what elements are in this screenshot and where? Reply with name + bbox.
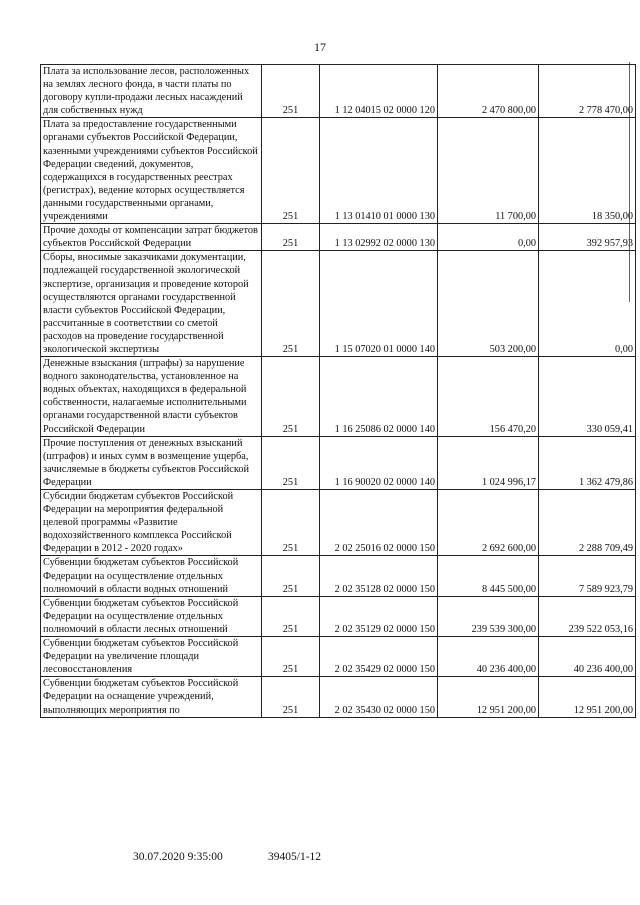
table-row bbox=[41, 251, 636, 357]
row-admin-code: 251 bbox=[262, 65, 320, 118]
row-actual-amount: 18 350,00 bbox=[539, 118, 636, 224]
row-planned-amount: 2 692 600,00 bbox=[438, 490, 539, 556]
row-actual-amount: 2 778 470,00 bbox=[539, 65, 636, 118]
row-admin-code: 251 bbox=[262, 436, 320, 489]
table-row bbox=[41, 637, 636, 677]
table-row bbox=[41, 596, 636, 636]
row-actual-amount: 0,00 bbox=[539, 251, 636, 357]
row-admin-code: 251 bbox=[262, 490, 320, 556]
table-row bbox=[41, 556, 636, 596]
row-kbk: 2 02 35129 02 0000 150 bbox=[320, 596, 438, 636]
row-name: Прочие поступления от денежных взысканий (штрафов) и иных сумм в возмещение ущерба, зачисляемые в бюджеты субъектов Российской Федерации bbox=[41, 436, 262, 489]
row-kbk: 2 02 35128 02 0000 150 bbox=[320, 556, 438, 596]
row-admin-code: 251 bbox=[262, 596, 320, 636]
row-planned-amount: 1 024 996,17 bbox=[438, 436, 539, 489]
row-kbk: 1 13 01410 01 0000 130 bbox=[320, 118, 438, 224]
row-name: Субвенции бюджетам субъектов Российской Федерации на увеличение площади лесовосстановления bbox=[41, 637, 262, 677]
row-planned-amount: 0,00 bbox=[438, 224, 539, 251]
row-name: Субвенции бюджетам субъектов Российской Федерации на осуществление отдельных полномочий в области водных отношений bbox=[41, 556, 262, 596]
row-kbk: 1 12 04015 02 0000 120 bbox=[320, 65, 438, 118]
row-planned-amount: 239 539 300,00 bbox=[438, 596, 539, 636]
row-planned-amount: 8 445 500,00 bbox=[438, 556, 539, 596]
table-row bbox=[41, 118, 636, 224]
row-kbk: 1 16 25086 02 0000 140 bbox=[320, 357, 438, 437]
revenue-table bbox=[40, 64, 636, 718]
row-admin-code: 251 bbox=[262, 118, 320, 224]
row-actual-amount: 7 589 923,79 bbox=[539, 556, 636, 596]
table-row bbox=[41, 357, 636, 437]
row-planned-amount: 40 236 400,00 bbox=[438, 637, 539, 677]
row-kbk: 2 02 25016 02 0000 150 bbox=[320, 490, 438, 556]
row-actual-amount: 40 236 400,00 bbox=[539, 637, 636, 677]
row-actual-amount: 330 059,41 bbox=[539, 357, 636, 437]
row-actual-amount: 392 957,93 bbox=[539, 224, 636, 251]
row-actual-amount: 239 522 053,16 bbox=[539, 596, 636, 636]
row-admin-code: 251 bbox=[262, 251, 320, 357]
page-number: 17 bbox=[314, 40, 326, 54]
row-actual-amount: 12 951 200,00 bbox=[539, 677, 636, 717]
row-name: Плата за использование лесов, расположенных на землях лесного фонда, в части платы по договору купли-продажи лесных насаждений для собственных нужд bbox=[41, 65, 262, 118]
row-kbk: 1 13 02992 02 0000 130 bbox=[320, 224, 438, 251]
row-actual-amount: 1 362 479,86 bbox=[539, 436, 636, 489]
row-name: Денежные взыскания (штрафы) за нарушение водного законодательства, установленное на водных объектах, находящихся в федеральной собственности, налагаемые исполнительными органами государственной власти субъектов Российской Федерации bbox=[41, 357, 262, 437]
row-admin-code: 251 bbox=[262, 357, 320, 437]
row-name: Субвенции бюджетам субъектов Российской Федерации на осуществление отдельных полномочий в области лесных отношений bbox=[41, 596, 262, 636]
row-planned-amount: 156 470,20 bbox=[438, 357, 539, 437]
table-row bbox=[41, 65, 636, 118]
table-row bbox=[41, 224, 636, 251]
row-name: Сборы, вносимые заказчиками документации, подлежащей государственной экологической экспертизе, организация и проведение которой осуществляются органами государственной власти субъектов Российской Федерации, рассчитанные в соответствии со сметой расходов на проведение государственной экологической экспертизы bbox=[41, 251, 262, 357]
row-admin-code: 251 bbox=[262, 677, 320, 717]
row-admin-code: 251 bbox=[262, 556, 320, 596]
table-row bbox=[41, 490, 636, 556]
row-name: Прочие доходы от компенсации затрат бюджетов субъектов Российской Федерации bbox=[41, 224, 262, 251]
row-name: Плата за предоставление государственными органами субъектов Российской Федерации, казенными учреждениями субъектов Российской Федерации сведений, документов, содержащихся в государственных реестрах (регистрах), ведение которых осуществляется данными государственными органами, учреждениями bbox=[41, 118, 262, 224]
footer-timestamp: 30.07.2020 9:35:00 bbox=[133, 851, 223, 863]
row-admin-code: 251 bbox=[262, 637, 320, 677]
row-actual-amount: 2 288 709,49 bbox=[539, 490, 636, 556]
row-planned-amount: 503 200,00 bbox=[438, 251, 539, 357]
row-kbk: 2 02 35429 02 0000 150 bbox=[320, 637, 438, 677]
row-name: Субвенции бюджетам субъектов Российской Федерации на оснащение учреждений, выполняющих мероприятия по bbox=[41, 677, 262, 717]
row-kbk: 1 15 07020 01 0000 140 bbox=[320, 251, 438, 357]
row-planned-amount: 12 951 200,00 bbox=[438, 677, 539, 717]
row-kbk: 1 16 90020 02 0000 140 bbox=[320, 436, 438, 489]
row-planned-amount: 11 700,00 bbox=[438, 118, 539, 224]
footer-document-id: 39405/1-12 bbox=[268, 851, 322, 863]
row-admin-code: 251 bbox=[262, 224, 320, 251]
row-name: Субсидии бюджетам субъектов Российской Федерации на мероприятия федеральной целевой программы «Развитие водохозяйственного комплекса Российской Федерации в 2012 - 2020 годах» bbox=[41, 490, 262, 556]
table-row bbox=[41, 677, 636, 717]
row-kbk: 2 02 35430 02 0000 150 bbox=[320, 677, 438, 717]
row-planned-amount: 2 470 800,00 bbox=[438, 65, 539, 118]
table-row bbox=[41, 436, 636, 489]
